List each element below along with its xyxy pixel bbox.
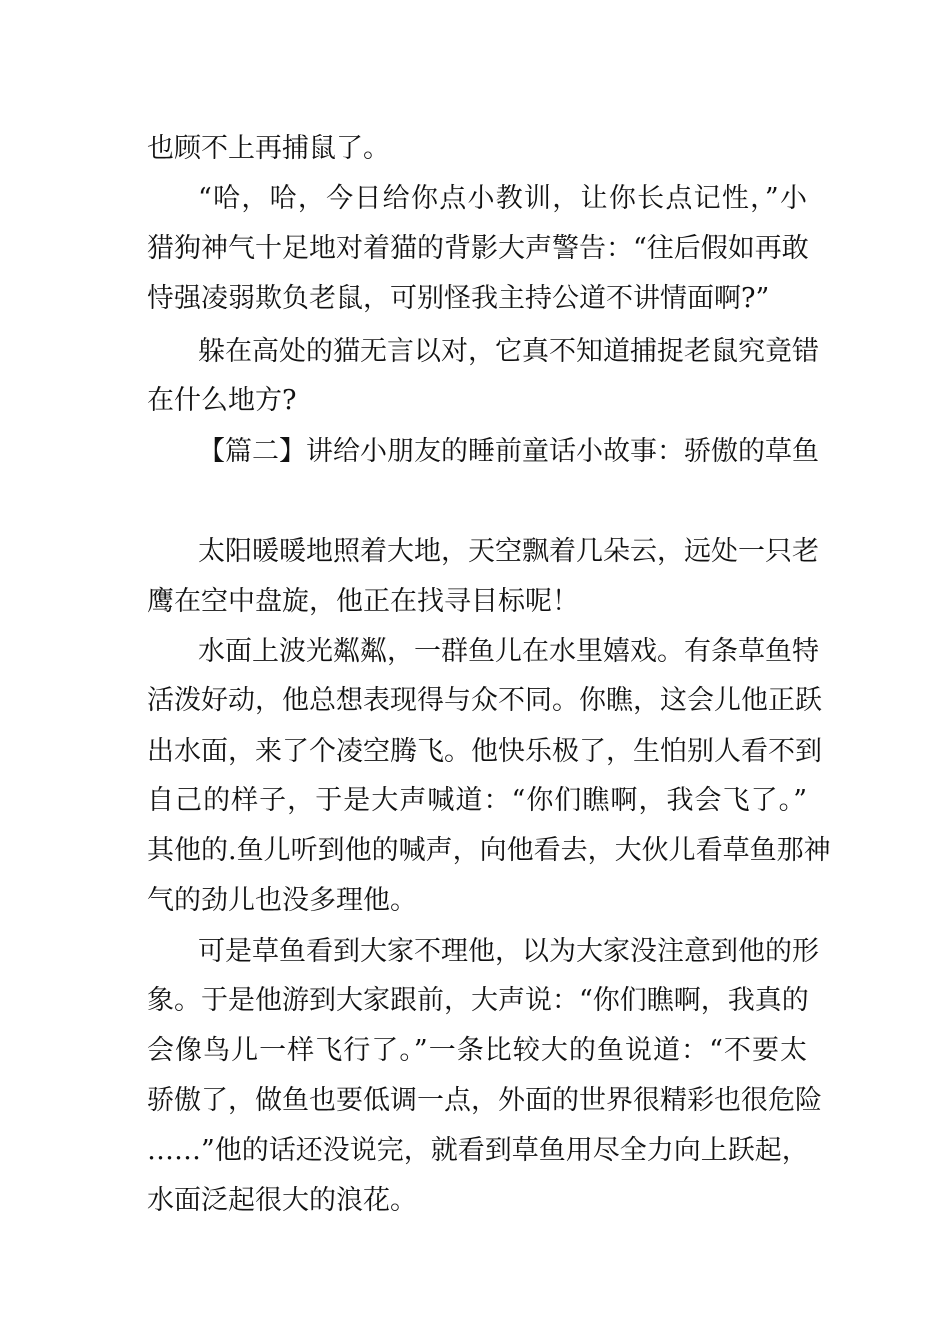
text-line: 出水面，来了个凌空腾飞。他快乐极了，生怕别人看不到 [147, 736, 822, 767]
text-line: 水面泛起很大的浪花。 [147, 1185, 417, 1216]
text-line: 恃强凌弱欺负老鼠，可别怪我主持公道不讲情面啊?” [147, 283, 770, 314]
text-line: 躲在高处的猫无言以对，它真不知道捕捉老鼠究竟错 [198, 336, 819, 367]
text-line: 象。于是他游到大家跟前，大声说：“你们瞧啊，我真的 [147, 985, 809, 1016]
text-line: “哈，哈，今日给你点小教训，让你长点记性，”小 [198, 183, 807, 214]
text-line: 可是草鱼看到大家不理他，以为大家没注意到他的形 [198, 936, 819, 967]
text-line: 活泼好动，他总想表现得与众不同。你瞧，这会儿他正跃 [147, 685, 822, 716]
text-line: 气的劲儿也没多理他。 [147, 885, 417, 916]
text-line: 在什么地方? [147, 385, 297, 416]
text-line: 鹰在空中盘旋，他正在找寻目标呢！ [147, 586, 579, 617]
text-line: ……”他的话还没说完，就看到草鱼用尽全力向上跃起， [147, 1135, 809, 1166]
text-line: 会像鸟儿一样飞行了。”一条比较大的鱼说道：“不要太 [147, 1035, 807, 1066]
section-heading: 【篇二】讲给小朋友的睡前童话小故事：骄傲的草鱼 [198, 436, 819, 467]
text-line: 太阳暖暖地照着大地，天空飘着几朵云，远处一只老 [198, 536, 819, 567]
text-line: 其他的.鱼儿听到他的喊声，向他看去，大伙儿看草鱼那神 [147, 835, 831, 866]
text-line: 水面上波光粼粼，一群鱼儿在水里嬉戏。有条草鱼特 [198, 636, 819, 667]
text-line: 自己的样子，于是大声喊道：“你们瞧啊，我会飞了。” [147, 785, 807, 816]
text-line: 猎狗神气十足地对着猫的背影大声警告：“往后假如再敢 [147, 233, 809, 264]
text-line: 也顾不上再捕鼠了。 [147, 133, 390, 164]
text-line: 骄傲了，做鱼也要低调一点，外面的世界很精彩也很危险 [147, 1085, 822, 1116]
